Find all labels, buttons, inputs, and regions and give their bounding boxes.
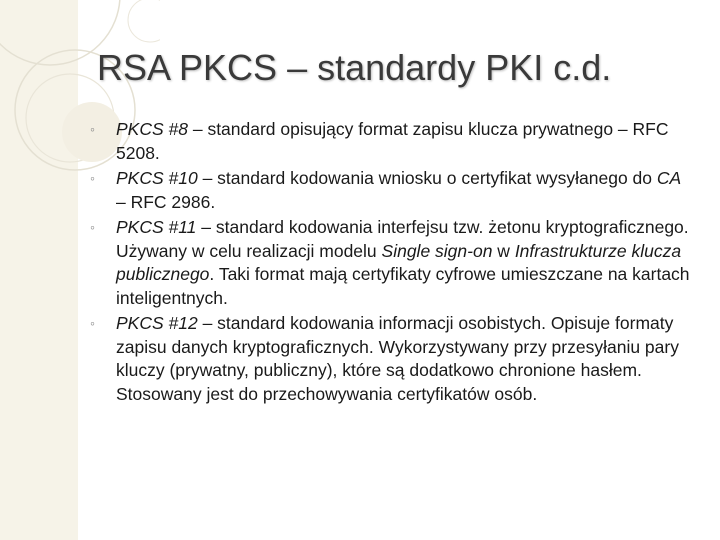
slide-title: RSA PKCS – standardy PKI c.d.	[97, 47, 612, 88]
bullet-text-segment: PKCS #12	[116, 313, 198, 333]
bullet-text-segment: Infrastrukturze klucza publicznego	[116, 240, 682, 284]
bullet-marker: ◦	[90, 315, 95, 331]
bullet-text-segment: PKCS #11	[116, 217, 197, 237]
bullet-text-segment: – standard opisujący format zapisu klucza prywatnego – RFC 5208.	[116, 119, 669, 163]
bullet-text-segment: – standard kodowania informacji osobistych. Opisuje formaty zapisu danych kryptograficznych. Wykorzystywany przy przesyłaniu pary kluczy (prywatny, publiczny), które są dodatkowo chronione hasłem. Stosowany jest do przechowywania certyfikatów osób.	[116, 313, 679, 404]
bullet-item	[90, 118, 690, 165]
bullet-item	[90, 312, 690, 406]
bullet-item	[90, 167, 690, 214]
bullet-text-segment: . Taki format mają certyfikaty cyfrowe umieszczane na kartach inteligentnych.	[116, 264, 690, 308]
bullet-marker: ◦	[90, 219, 95, 235]
bullet-marker: ◦	[90, 121, 95, 137]
bullet-text-segment: – RFC 2986.	[116, 191, 216, 212]
bullet-text-segment: w	[492, 240, 515, 261]
bullet-item	[90, 216, 690, 310]
bullet-text-segment: PKCS #10	[116, 168, 198, 188]
bullet-text-segment: – standard kodowania wniosku o certyfikat wysyłanego do	[197, 168, 657, 188]
bullet-text-segment: Single sign-on	[381, 240, 493, 261]
bullet-text-segment: – standard kodowania interfejsu tzw. żetonu kryptograficznego. Używany w celu realizacji modelu	[116, 217, 689, 261]
bullet-text-segment: PKCS #8	[116, 119, 188, 139]
bullet-list	[90, 118, 690, 408]
bullet-text-segment: CA	[656, 168, 682, 188]
bullet-marker: ◦	[90, 170, 95, 186]
